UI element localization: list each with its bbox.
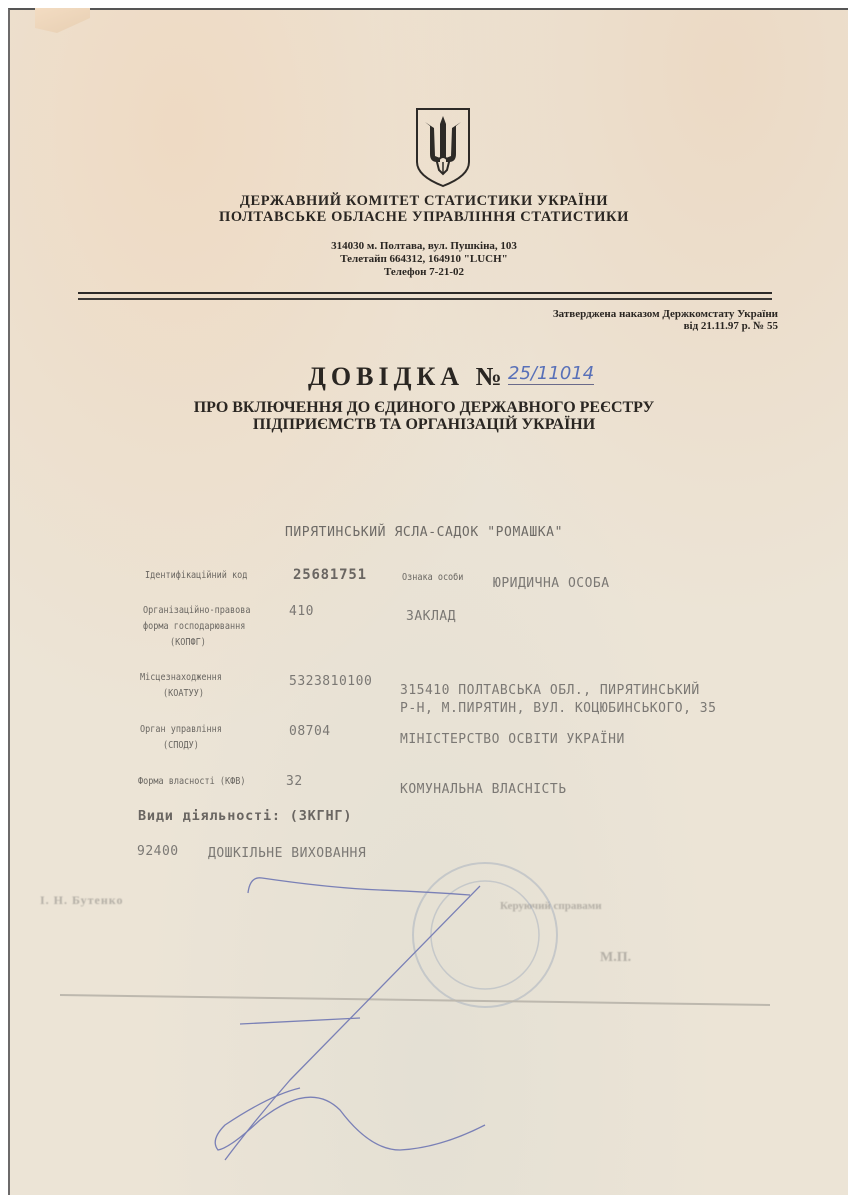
- location-label-line1: Місцезнаходження: [140, 672, 222, 683]
- signatory-name: І. Н. Бутенко: [40, 893, 124, 907]
- authority-label-line1: Орган управління: [140, 724, 222, 735]
- authority-code: 08704: [289, 724, 331, 739]
- faded-divider: [60, 995, 770, 1005]
- activity-code: 92400: [137, 844, 179, 859]
- ownership-code: 32: [286, 774, 303, 789]
- person-type-value: ЮРИДИЧНА ОСОБА: [493, 576, 610, 591]
- approval-line2: від 21.11.97 р. № 55: [683, 320, 778, 332]
- authority-value: МІНІСТЕРСТВО ОСВІТИ УКРАЇНИ: [400, 732, 625, 747]
- id-code-label: Ідентифікаційний код: [145, 570, 248, 581]
- round-seal: [413, 863, 557, 1007]
- organization-name-line1: ДЕРЖАВНИЙ КОМІТЕТ СТАТИСТИКИ УКРАЇНИ: [239, 193, 609, 209]
- document-subtitle-line2: ПІДПРИЄМСТВ ТА ОРГАНІЗАЦІЙ УКРАЇНИ: [252, 416, 596, 433]
- id-code-value: 25681751: [293, 567, 367, 583]
- address-line2: Телетайп 664312, 164910 "LUCH": [340, 253, 508, 265]
- activities-heading: Види діяльності: (ЗКГНГ): [138, 808, 353, 824]
- legal-form-label-line3: (КОПФГ): [170, 637, 206, 648]
- ownership-value: КОМУНАЛЬНА ВЛАСНІСТЬ: [400, 782, 567, 797]
- legal-form-code: 410: [289, 604, 314, 619]
- location-value-line1: 315410 ПОЛТАВСЬКА ОБЛ., ПИРЯТИНСЬКИЙ: [400, 683, 700, 698]
- pen-signature: [215, 878, 485, 1160]
- approval-line1: Затверджена наказом Держкомстату України: [552, 308, 778, 320]
- document-subtitle-line1: ПРО ВКЛЮЧЕННЯ ДО ЄДИНОГО ДЕРЖАВНОГО РЕЄСТРУ: [193, 399, 655, 416]
- address-line1: 314030 м. Полтава, вул. Пушкіна, 103: [331, 240, 517, 252]
- location-label-line2: (КОАТУУ): [163, 688, 204, 699]
- location-value-line2: Р-Н, М.ПИРЯТИН, ВУЛ. КОЦЮБИНСЬКОГО, 35: [400, 701, 717, 716]
- legal-form-label-line1: Організаційно-правова: [143, 605, 251, 616]
- authority-label-line2: (СПОДУ): [163, 740, 199, 751]
- organization-name-line2: ПОЛТАВСЬКЕ ОБЛАСНЕ УПРАВЛІННЯ СТАТИСТИКИ: [218, 209, 630, 225]
- ownership-label: Форма власності (КФВ): [138, 776, 246, 787]
- person-type-label: Ознака особи: [402, 572, 464, 583]
- legal-form-value: ЗАКЛАД: [406, 609, 456, 624]
- signatory-title: Керуючий справами: [500, 900, 602, 912]
- entity-name: ПИРЯТИНСЬКИЙ ЯСЛА-САДОК "РОМАШКА": [284, 525, 564, 540]
- location-code: 5323810100: [289, 674, 373, 689]
- activity-name: ДОШКІЛЬНЕ ВИХОВАННЯ: [208, 846, 367, 861]
- seal-mark: М.П.: [600, 950, 632, 965]
- document-number: 25/11014: [508, 363, 595, 384]
- address-line3: Телефон 7-21-02: [383, 266, 464, 278]
- legal-form-label-line2: форма господарювання: [143, 621, 246, 632]
- document-title: ДОВІДКА №: [308, 362, 507, 391]
- footer-faded-text: [130, 1042, 730, 1053]
